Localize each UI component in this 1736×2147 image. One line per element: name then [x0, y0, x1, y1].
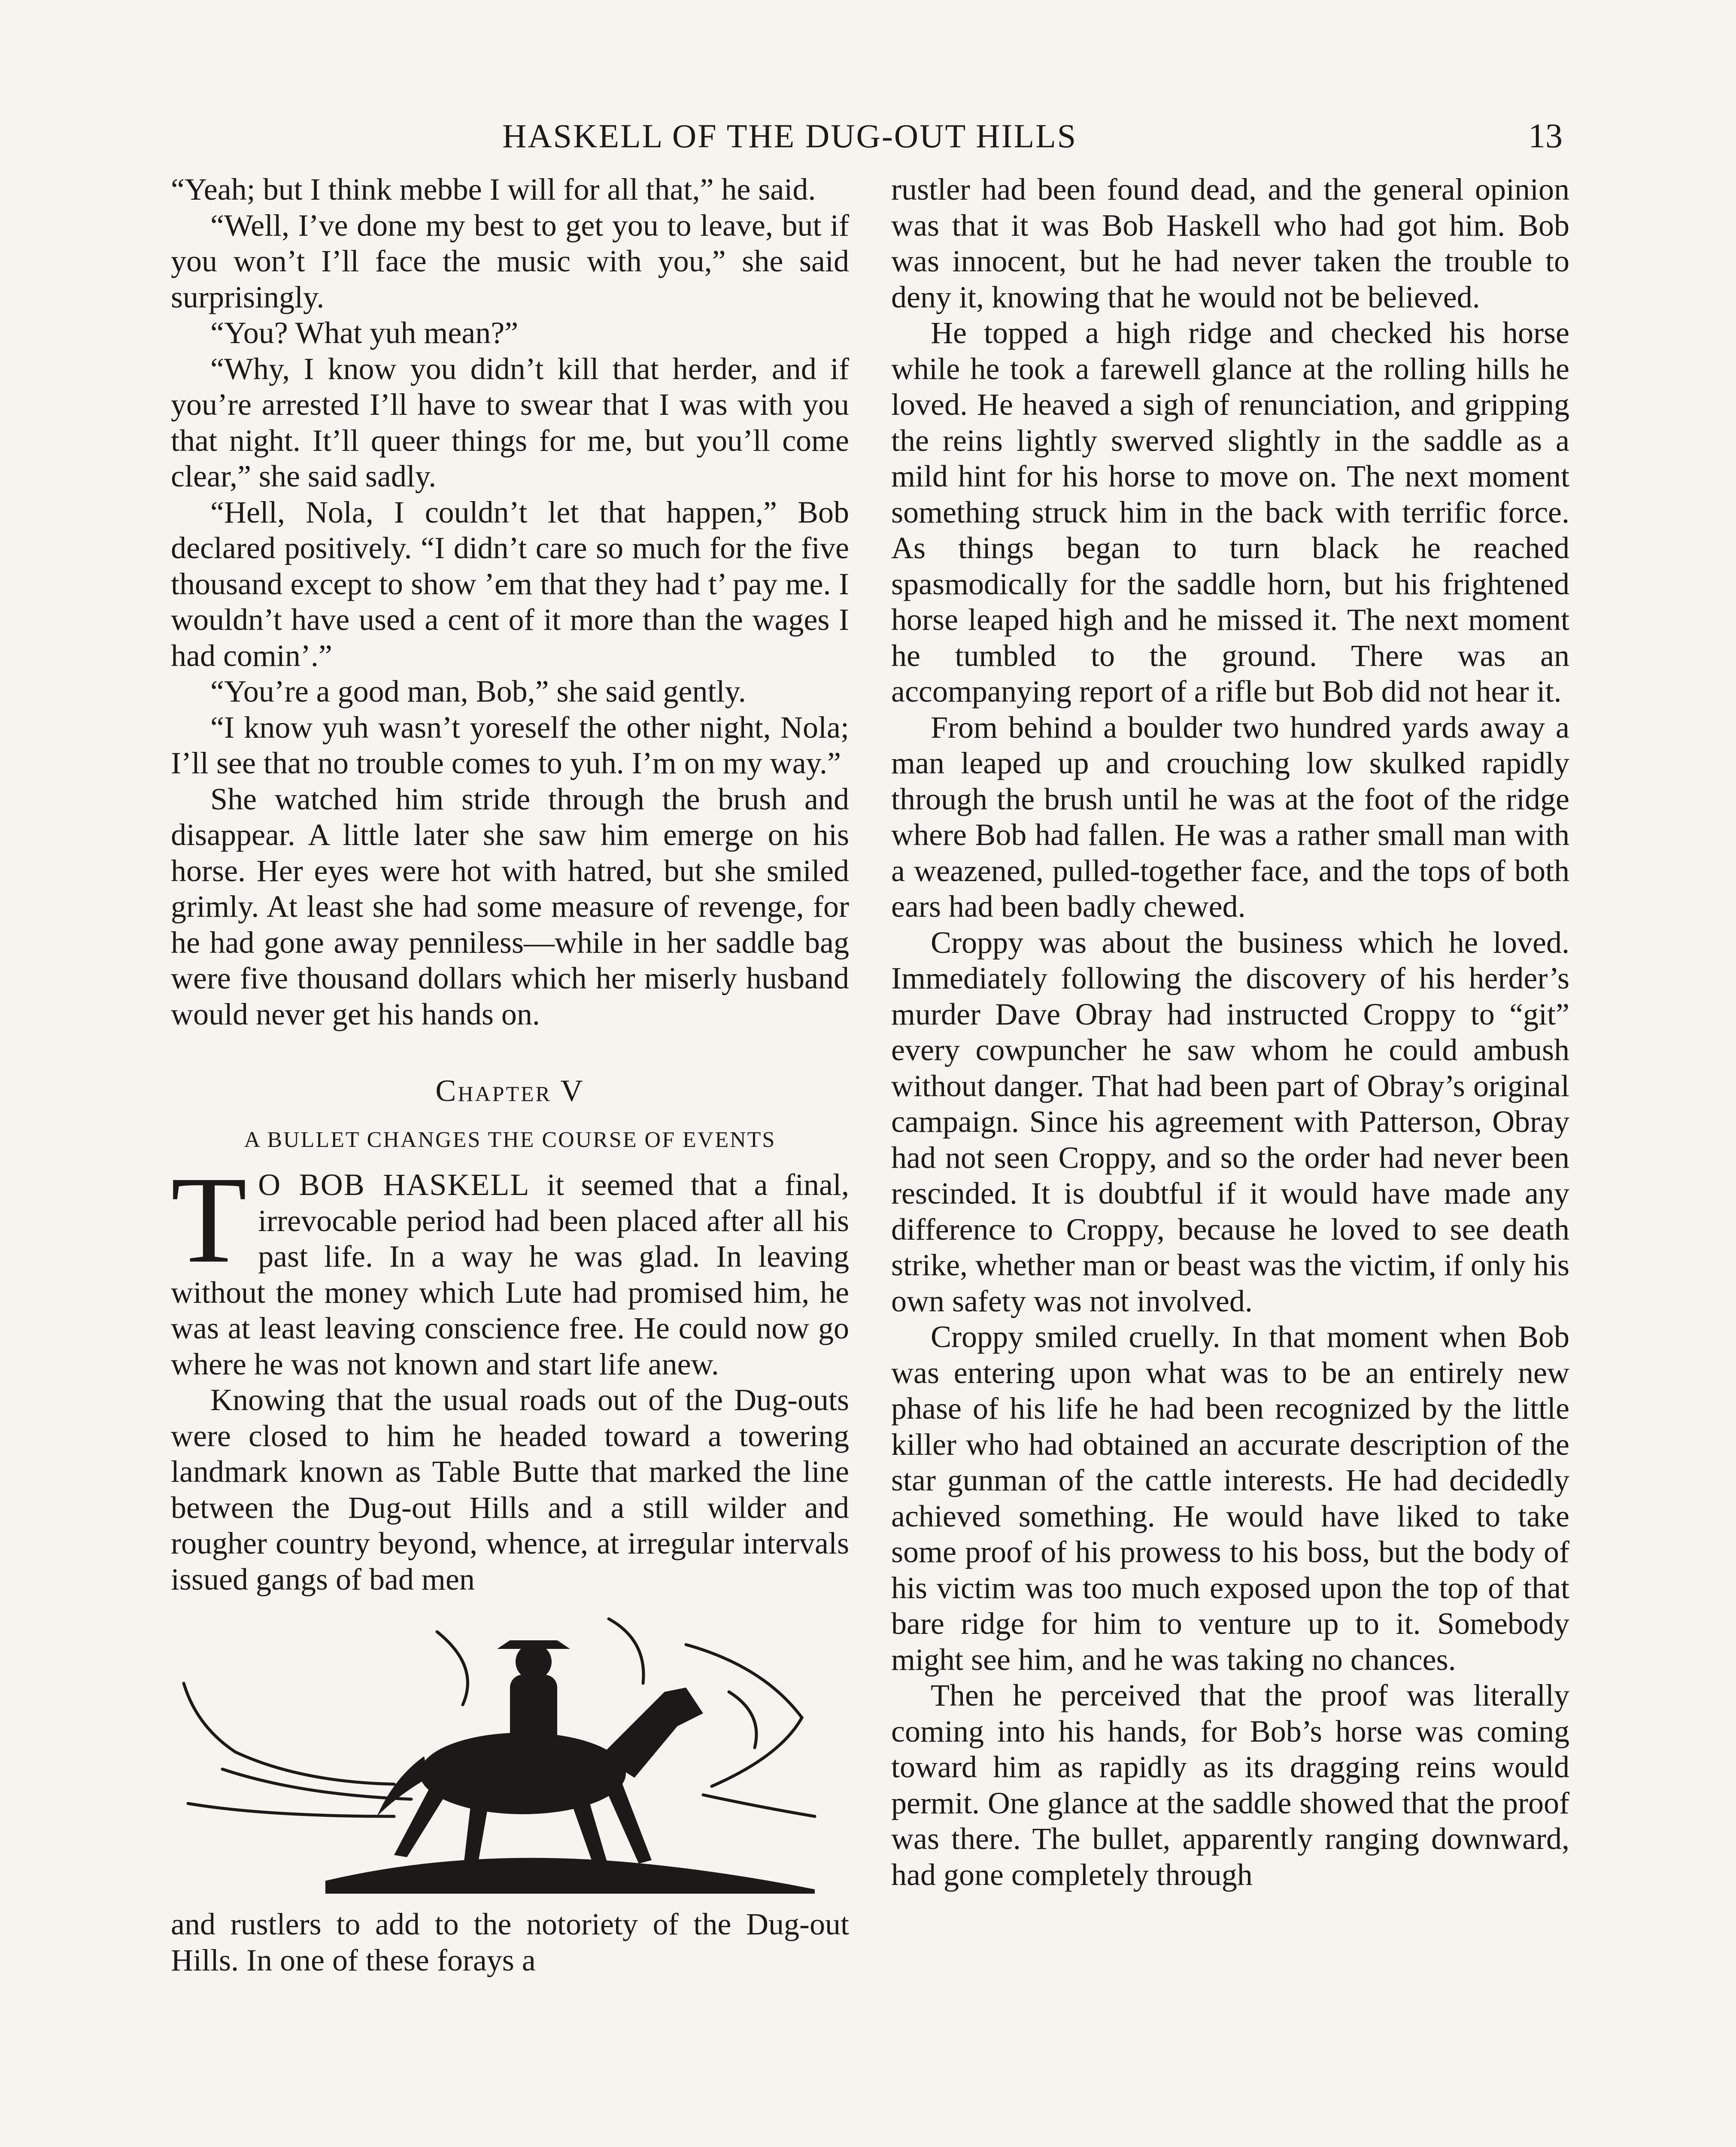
paragraph: and rustlers to add to the notoriety of the Dug-out Hills. In one of these forays a [171, 1907, 849, 1977]
opening-lead: O BOB HASKELL [258, 1168, 530, 1202]
illustration-drawing [171, 1615, 849, 1894]
paragraph: Then he perceived that the proof was literally coming into his hands, for Bob’s horse was coming toward him as rapidly as its dragging reins would permit. One glance at the saddle showed that the proof was there. The bullet, apparently ranging downward, had gone completely through [891, 1678, 1569, 1892]
page-header [0, 113, 1736, 160]
chapter-opening-paragraph [171, 1151, 850, 1382]
paragraph: “Yeah; but I think mebbe I will for all that,” he said. [171, 172, 816, 207]
paragraph: From behind a boulder two hundred yards away a man leaped up and crouching low skulked rapidly through the brush until he was at the foot of the ridge where Bob had fallen. He was a rather small man with a weazened, pulled-together face, and the tops of both ears had been badly chewed. [891, 710, 1569, 924]
cowboy-on-horse-illustration [171, 1615, 849, 1894]
paragraph: “You’re a good man, Bob,” she said gently. [210, 674, 746, 709]
drop-cap: T [171, 1151, 247, 1289]
paragraph: Croppy smiled cruelly. In that moment when Bob was entering upon what was to be an entirely new phase of his life he had been recognized by the little killer who had obtained an accurate description of the star gunman of the cattle interests. He had decidedly achieved something. He would have liked to take some proof of his prowess to his boss, but the body of his victim was too much exposed upon the top of that bare ridge for him to venture up to it. Somebody might see him, and he was taking no chances. [891, 1320, 1569, 1677]
opening-text: it seemed that a final, irrevocable period had been placed after all his past life. In a way he was glad. In leaving without the money which Lute had promised him, he was at least leaving conscience free. He could now go where he was not known and start life anew. [171, 1168, 850, 1381]
paragraph: She watched him stride through the brush and disappear. A little later she saw him emerge on his horse. Her eyes were hot with hatred, but she smiled grimly. At least she had some measure of revenge, for he had gone away penniless—while in her saddle bag were five thousand dollars which her miserly husband would never get his hands on. [171, 782, 849, 1031]
left-column [171, 172, 849, 1978]
paragraph: “Well, I’ve done my best to get you to leave, but if you won’t I’ll face the music with you,” she said surprisingly. [171, 208, 849, 314]
paragraph: Knowing that the usual roads out of the Dug-outs were closed to him he headed toward a towering landmark known as Table Butte that marked the line between the Dug-out Hills and a still wilder and rougher country beyond, whence, at irregular intervals issued gangs of bad men [171, 1383, 849, 1597]
paragraph: “I know yuh wasn’t yoreself the other night, Nola; I’ll see that no trouble comes to yuh. I’m on my way.” [171, 710, 849, 780]
chapter-title: Chapter V [435, 1074, 585, 1108]
paragraph: rustler had been found dead, and the general opinion was that it was Bob Haskell who had got him. Bob was innocent, but he had never taken the trouble to deny it, knowing that he would not be believed. [891, 172, 1569, 314]
right-column [891, 172, 1569, 1893]
paragraph: He topped a high ridge and checked his horse while he took a farewell glance at the rolling hills he loved. He heaved a sigh of renunciation, and gripping the reins lightly swerved slightly in the saddle as a mild hint for his horse to move on. The next moment something struck him in the back with terrific force. As things began to turn black he reached spasmodically for the saddle horn, but his frightened horse leaped high and he missed it. The next moment he tumbled to the ground. There was an accompanying report of a rifle but Bob did not hear it. [891, 316, 1569, 709]
paragraph: Croppy was about the business which he loved. Immediately following the discovery of his herder’s murder Dave Obray had instructed Croppy to “git” every cowpuncher he saw whom he could ambush without danger. That had been part of Obray’s original campaign. Since his agreement with Patterson, Obray had not seen Croppy, and so the order had never been rescinded. It is doubtful if it would have made any difference to Croppy, because he loved to see death strike, whether man or beast was the victim, if only his own safety was not involved. [891, 925, 1569, 1318]
paragraph: “You? What yuh mean?” [210, 316, 519, 350]
chapter-subtitle: A BULLET CHANGES THE COURSE OF EVENTS [244, 1127, 776, 1152]
paragraph: “Why, I know you didn’t kill that herder, and if you’re arrested I’ll have to swear that I was with you that night. It’ll queer things for me, but you’ll come clear,” she said sadly. [171, 351, 849, 493]
page-number: 13 [1528, 117, 1563, 155]
paragraph: “Hell, Nola, I couldn’t let that happen,” Bob declared positively. “I didn’t care so much for the five thousand except to show ’em that they had t’ pay me. I wouldn’t have used a cent of it more than the wages I had comin’.” [171, 495, 849, 673]
running-title: HASKELL OF THE DUG-OUT HILLS [502, 117, 1077, 155]
